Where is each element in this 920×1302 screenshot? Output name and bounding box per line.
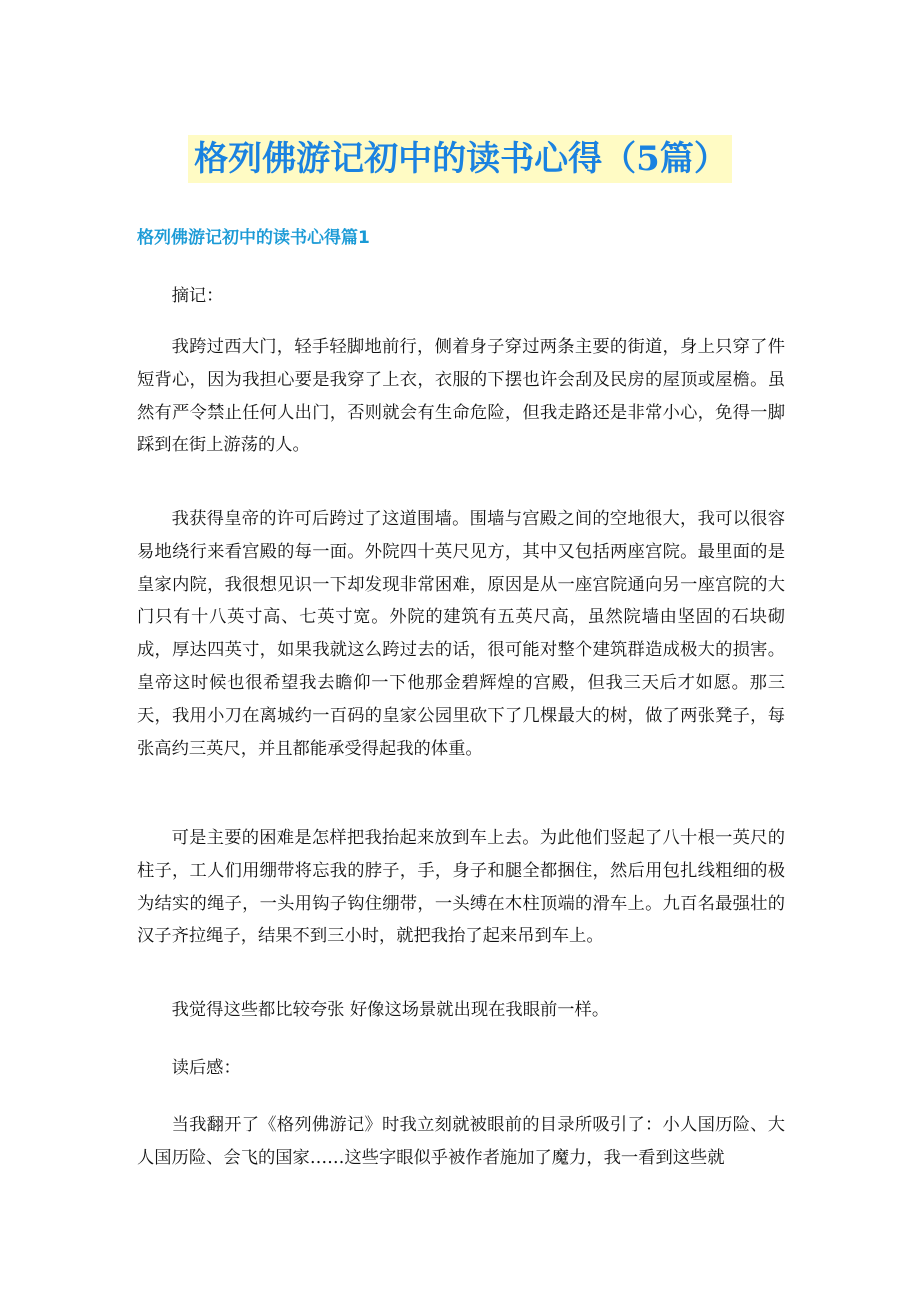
paragraph-5: 当我翻开了《格列佛游记》时我立刻就被眼前的目录所吸引了：小人国历险、大人国历险、会飞的国家……这些字眼似乎被作者施加了魔力，我一看到这些就 bbox=[137, 1115, 785, 1168]
title-container bbox=[0, 135, 920, 183]
document-title: 格列佛游记初中的读书心得（5篇） bbox=[188, 135, 732, 183]
paragraph-4: 我觉得这些都比较夸张 好像这场景就出现在我眼前一样。 bbox=[171, 1000, 610, 1020]
paragraph-2: 我获得皇帝的许可后跨过了这道围墙。围墙与宫殿之间的空地很大，我可以很容易地绕行来看宫殿的每一面。外院四十英尺见方，其中又包括两座宫院。最里面的是皇家内院，我很想见识一下却发现非常困难，原因是从一座宫院通向另一座宫院的大门只有十八英寸高、七英寸宽。外院的建筑有五英尺高，虽然院墙由坚固的石块砌成，厚达四英寸，如果我就这么跨过去的话，很可能对整个建筑群造成极大的损害。皇帝这时候也很希望我去瞻仰一下他那金碧辉煌的宫殿，但我三天后才如愿。那三天，我用小刀在离城约一百码的皇家公园里砍下了几棵最大的树，做了两张凳子，每张高约三英尺，并且都能承受得起我的体重。 bbox=[137, 509, 785, 759]
paragraph-excerpt-label: 摘记： bbox=[171, 286, 224, 306]
paragraph-reflection-label: 读后感： bbox=[171, 1058, 241, 1078]
paragraph-1: 我跨过西大门，轻手轻脚地前行，侧着身子穿过两条主要的街道，身上只穿了件短背心，因为我担心要是我穿了上衣，衣服的下摆也许会刮及民房的屋顶或屋檐。虽然有严令禁止任何人出门，否则就会有生命危险，但我走路还是非常小心，免得一脚踩到在街上游荡的人。 bbox=[137, 337, 785, 456]
section-heading: 格列佛游记初中的读书心得篇1 bbox=[137, 228, 370, 248]
paragraph-3: 可是主要的困难是怎样把我抬起来放到车上去。为此他们竖起了八十根一英尺的柱子，工人们用绷带将忘我的脖子，手，身子和腿全都捆住，然后用包扎线粗细的极为结实的绳子，一头用钩子钩住绷带，一头缚在木柱顶端的滑车上。九百名最强壮的汉子齐拉绳子，结果不到三小时，就把我抬了起来吊到车上。 bbox=[137, 828, 785, 947]
